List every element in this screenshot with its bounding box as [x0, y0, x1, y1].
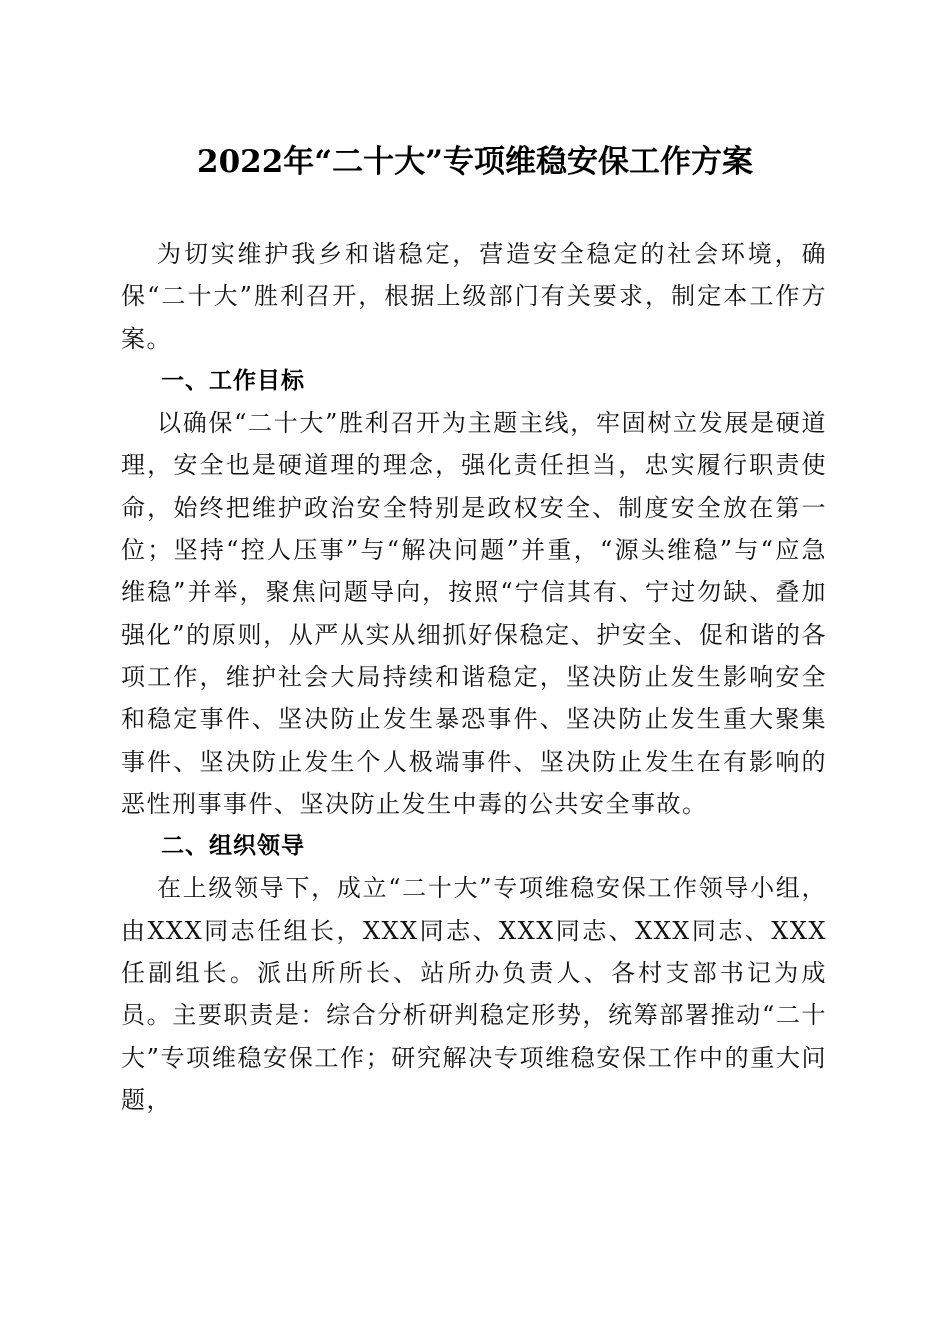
section-paragraph-leadership: 在上级领导下，成立“二十大”专项维稳安保工作领导小组，由XXX同志任组长，XXX同志、XXX同志、XXX同志、XXX任副组长。派出所所长、站所办负责人、各村支部书记为成员。主要职责是：综合分析研判稳定形势，统筹部署推动“二十大”专项维稳安保工作；研究解决专项维稳安保工作中的重大问题， — [121, 874, 827, 1114]
document-body — [121, 233, 827, 1121]
document-title: 2022年“二十大”专项维稳安保工作方案 — [197, 144, 753, 180]
section-heading-leadership: 二、组织领导 — [161, 833, 305, 860]
intro-paragraph: 为切实维护我乡和谐稳定，营造安全稳定的社会环境，确保“二十大”胜利召开，根据上级部门有关要求，制定本工作方案。 — [121, 240, 827, 353]
section-heading-goals: 一、工作目标 — [161, 367, 305, 394]
section-paragraph-goals: 以确保“二十大”胜利召开为主题主线，牢固树立发展是硬道理，安全也是硬道理的理念，强化责任担当，忠实履行职责使命，始终把维护政治安全特别是政权安全、制度安全放在第一位；坚持“控人压事”与“解决问题”并重，“源头维稳”与“应急维稳”并举，聚焦问题导向，按照“宁信其有、宁过勿缺、叠加强化”的原则，从严从实从细抓好保稳定、护安全、促和谐的各项工作，维护社会大局持续和谐稳定，坚决防止发生影响安全和稳定事件、坚决防止发生暴恐事件、坚决防止发生重大聚集事件、坚决防止发生个人极端事件、坚决防止发生在有影响的恶性刑事事件、坚决防止发生中毒的公共安全事故。 — [121, 409, 827, 818]
